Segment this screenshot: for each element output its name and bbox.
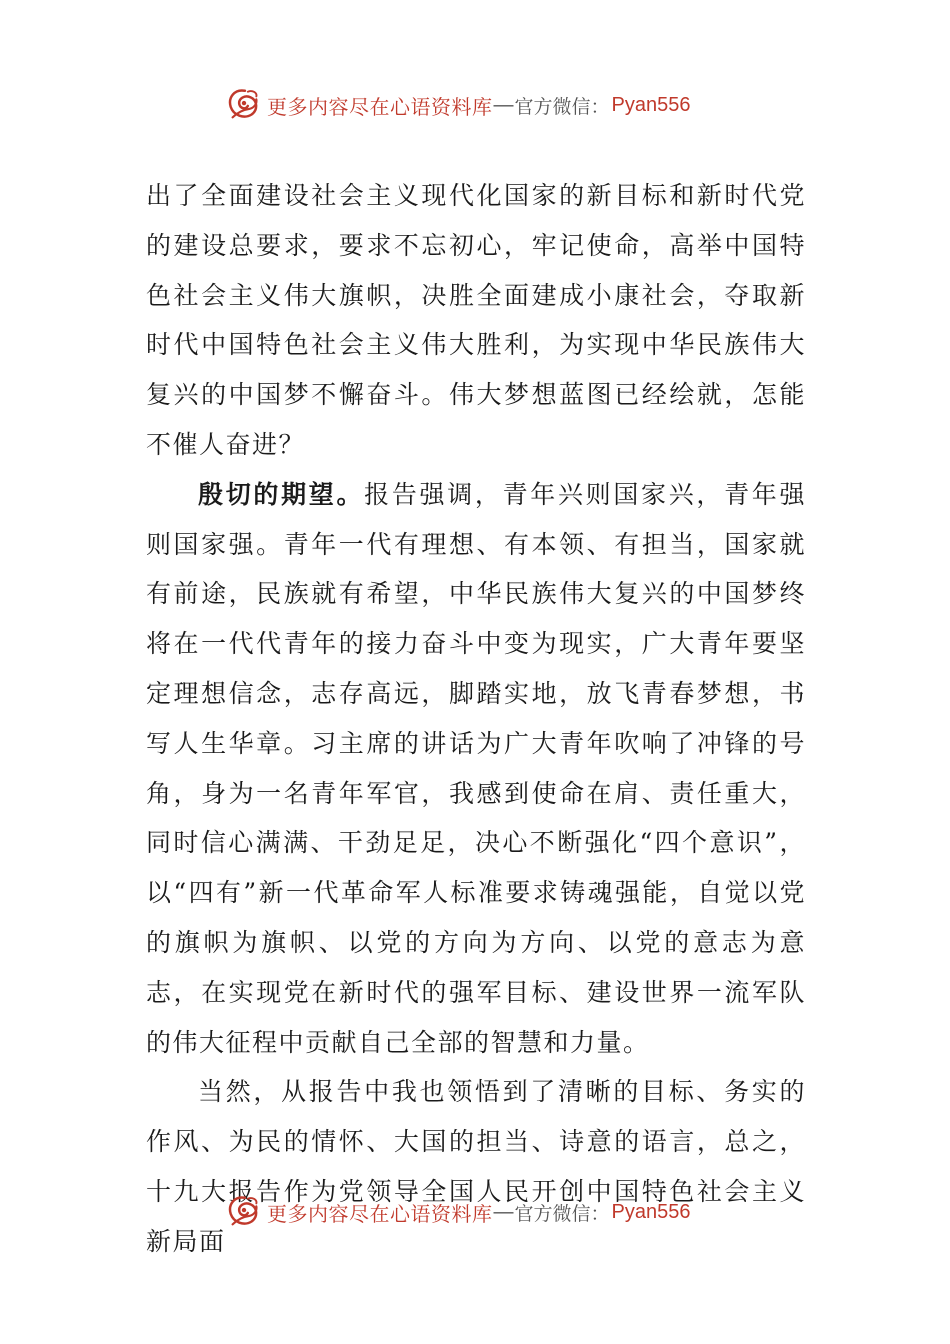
paragraph-2-heading: 殷切的期望。 [198,479,365,509]
banner-wechat-id: Pyan556 [611,1200,691,1223]
banner-separator: — [493,1200,514,1223]
document-body [146,171,806,1267]
paragraph-3: 当然，从报告中我也领悟到了清晰的目标、务实的作风、为民的情怀、大国的担当、诗意的语言，总之，十九大报告作为党领导全国人民开创中国特色社会主义新局面 [146,1077,806,1256]
paragraph-1: 出了全面建设社会主义现代化国家的新目标和新时代党的建设总要求，要求不忘初心，牢记使命，高举中国特色社会主义伟大旗帜，决胜全面建成小康社会，夺取新时代中国特色社会主义伟大胜利，为实现中华民族伟大复兴的中国梦不懈奋斗。伟大梦想蓝图已经绘就，怎能不催人奋进？ [146,181,806,459]
banner-title: 更多内容尽在心语资料库 [267,94,493,119]
flower-swirl-icon [225,1193,263,1231]
banner-wechat-label: 官方微信： [514,1202,610,1225]
paragraph-2 [146,470,806,1068]
banner-wechat-label: 官方微信： [514,95,610,118]
banner-title: 更多内容尽在心语资料库 [267,1201,493,1226]
banner-separator: — [493,93,514,116]
banner-wechat-id: Pyan556 [611,93,691,116]
flower-swirl-icon [225,86,263,124]
footer-banner [225,1192,690,1232]
paragraph-2-body: 报告强调，青年兴则国家兴，青年强则国家强。青年一代有理想、有本领、有担当，国家就有前途，民族就有希望，中华民族伟大复兴的中国梦终将在一代代青年的接力奋斗中变为现实，广大青年要坚定理想信念，志存高远，脚踏实地，放飞青春梦想，书写人生华章。习主席的讲话为广大青年吹响了冲锋的号角，身为一名青年军官，我感到使命在肩、责任重大，同时信心满满、干劲足足，决心不断强化“四个意识”，以“四有”新一代革命军人标准要求铸魂强能，自觉以党的旗帜为旗帜、以党的方向为方向、以党的意志为意志，在实现党在新时代的强军目标、建设世界一流军队的伟大征程中贡献自己全部的智慧和力量。 [146,479,806,1057]
header-banner [225,85,690,125]
